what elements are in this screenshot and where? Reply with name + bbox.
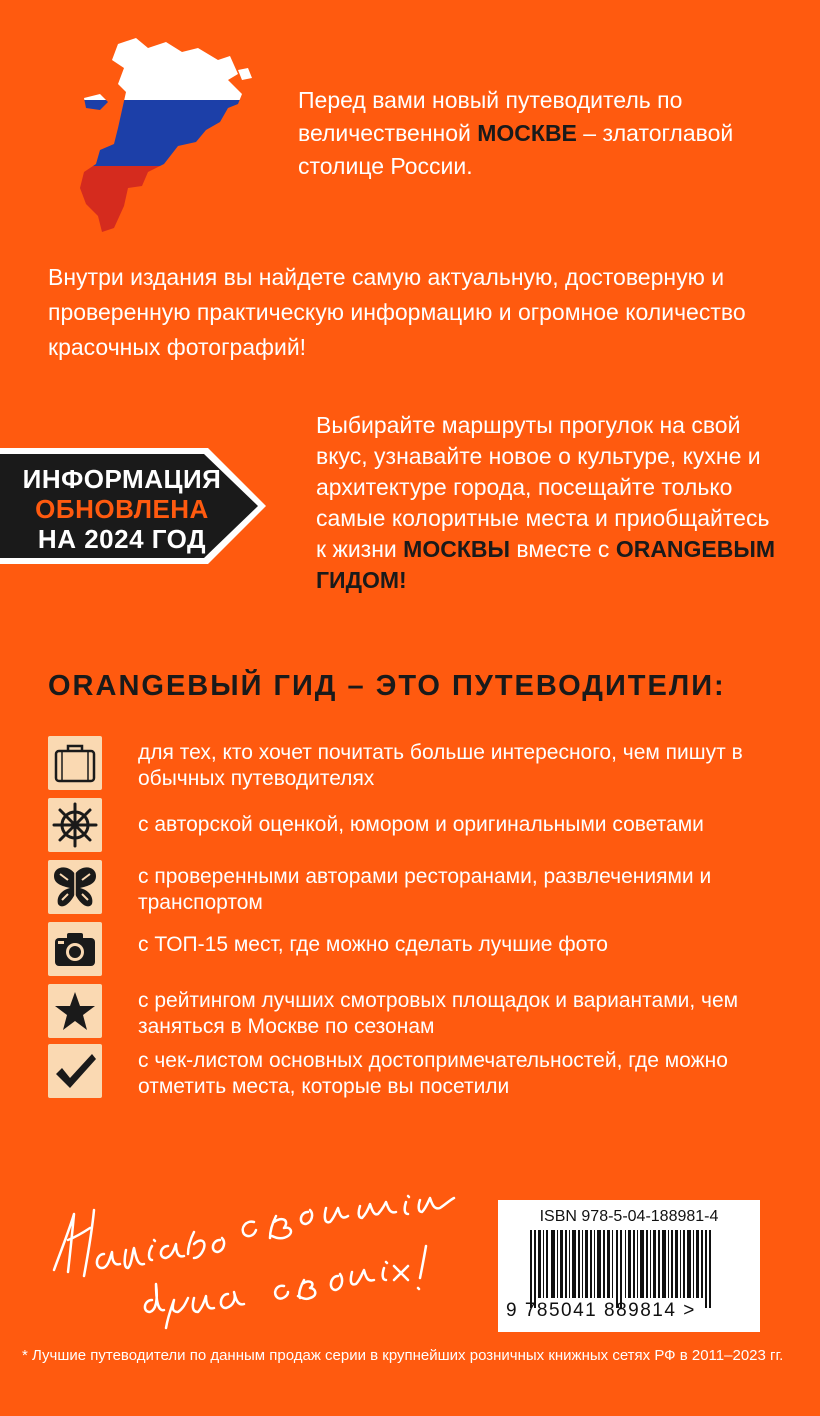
routes-text <box>316 410 776 596</box>
updated-info-badge <box>0 446 270 566</box>
suitcase-icon <box>48 736 102 790</box>
badge-line-2: ОБНОВЛЕНА <box>35 494 209 524</box>
feature-text: для тех, кто хочет почитать больше интересного, чем пишут в обычных путеводителях <box>138 741 743 790</box>
routes-text-1: Выбирайте маршруты прогулок на свой вкус, узнавайте новое о культуре, кухне и архитектуре города, посещайте только самые колоритные места и приобщайтесь к жизни <box>316 412 770 562</box>
feature-text: с проверенными авторами ресторанами, развлечениями и транспортом <box>138 865 712 914</box>
isbn-barcode <box>498 1200 760 1332</box>
feature-item-suitcase <box>48 736 788 794</box>
checkmark-icon <box>48 1044 102 1098</box>
handwritten-signature <box>44 1188 474 1338</box>
camera-icon <box>48 922 102 976</box>
russia-flag-map-icon <box>78 38 256 236</box>
feature-item-butterfly <box>48 860 788 918</box>
feature-text: с чек-листом основных достопримечательностей, где можно отметить места, которые вы посетили <box>138 1049 728 1098</box>
isbn-label: ISBN 978-5-04-188981-4 <box>539 1208 719 1225</box>
feature-item-ship-wheel <box>48 798 788 856</box>
badge-line-3: НА 2024 ГОД <box>37 524 207 554</box>
description-paragraph: Внутри издания вы найдете самую актуальную, достоверную и проверенную практическую информацию и огромное количество красочных фотографий! <box>48 264 746 360</box>
feature-text: с ТОП-15 мест, где можно сделать лучшие фото <box>138 933 608 956</box>
badge-line-1: ИНФОРМАЦИЯ <box>22 464 222 494</box>
footnote: * Лучшие путеводители по данным продаж серии в крупнейших розничных книжных сетях РФ в 2011–2023 гг. <box>22 1347 784 1364</box>
isbn-digits: 9 785041 889814 > <box>506 1300 696 1321</box>
routes-highlight-moscow: МОСКВЫ <box>403 536 510 562</box>
feature-text: с авторской оценкой, юмором и оригинальными советами <box>138 813 704 836</box>
butterfly-icon <box>48 860 102 914</box>
ship-wheel-icon <box>48 798 102 852</box>
intro-text <box>298 84 798 183</box>
star-icon <box>48 984 102 1038</box>
intro-after: – златоглавой столице России. <box>298 120 734 179</box>
intro-before: Перед вами новый путеводитель по величественной <box>298 87 683 146</box>
series-heading: ORANGEВЫЙ ГИД – ЭТО ПУТЕВОДИТЕЛИ: <box>48 670 726 702</box>
feature-item-star <box>48 984 788 1042</box>
routes-text-2: вместе с <box>510 536 616 562</box>
intro-highlight-moscow: МОСКВЕ <box>477 120 577 146</box>
feature-item-camera <box>48 922 788 980</box>
signature-text <box>474 1188 475 1189</box>
feature-item-checkmark <box>48 1044 788 1102</box>
feature-text: с рейтингом лучших смотровых площадок и вариантами, чем заняться в Москве по сезонам <box>138 989 739 1038</box>
routes-highlight-orange-guide: ORANGEВЫМ ГИДОМ! <box>316 536 776 593</box>
barcode-bars <box>508 1230 750 1308</box>
